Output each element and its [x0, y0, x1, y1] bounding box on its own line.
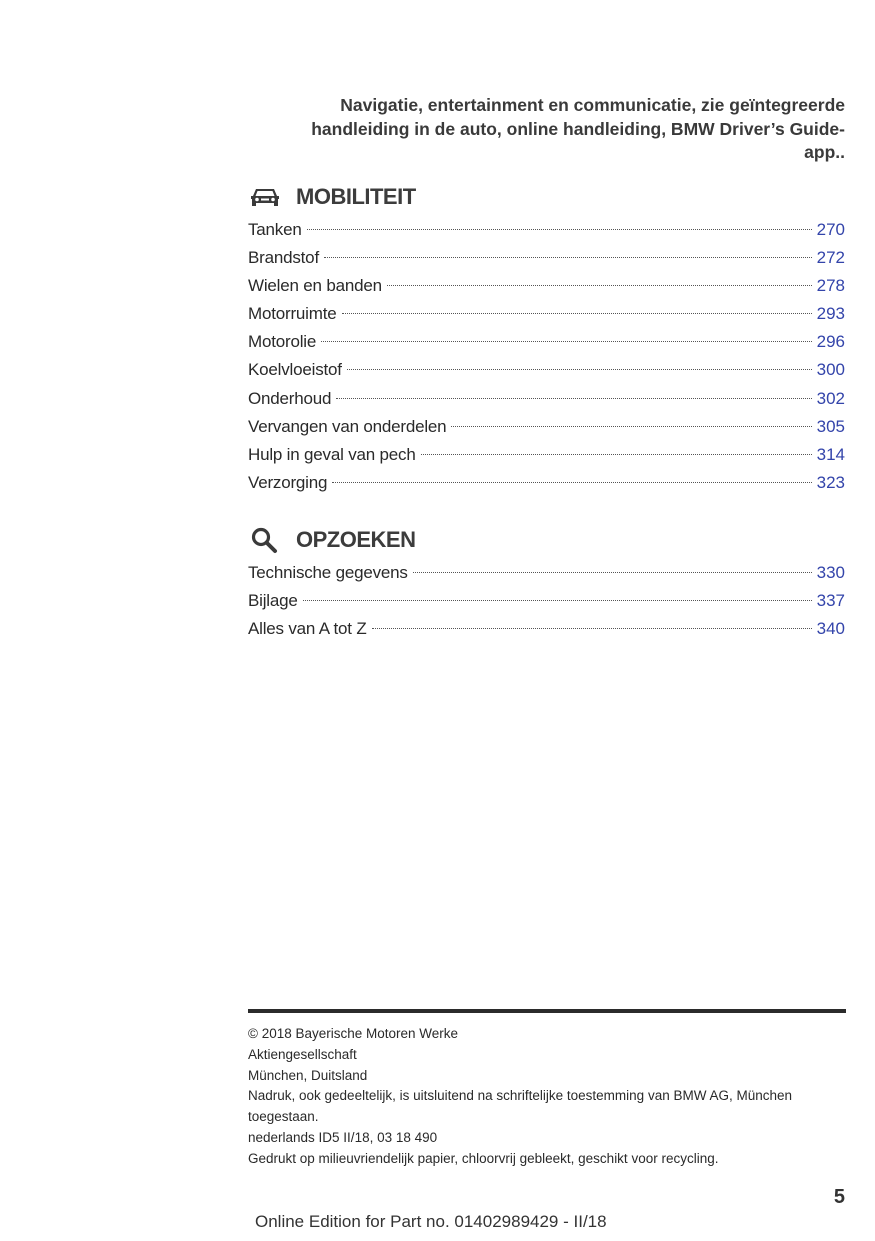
dot-leader — [413, 572, 812, 573]
toc-list-mobiliteit — [248, 216, 845, 497]
toc-page-link[interactable]: 270 — [816, 220, 845, 239]
toc-page-link[interactable]: 330 — [816, 563, 845, 582]
colophon-line: München, Duitsland — [248, 1067, 368, 1083]
dot-leader — [387, 285, 812, 286]
toc-entry-brandstof[interactable] — [248, 244, 845, 272]
colophon-line: Nadruk, ook gedeeltelijk, is uitsluitend na schriftelijke toestemming van BMW AG, München — [248, 1088, 793, 1104]
toc-entry-label: Verzorging — [248, 472, 328, 492]
toc-entry-label: Alles van A tot Z — [248, 619, 367, 639]
dot-leader — [307, 229, 812, 230]
toc-entry-label: Technische gegevens — [248, 563, 408, 582]
intro-note — [248, 94, 845, 165]
toc-entry-koelvloeistof[interactable] — [248, 356, 845, 384]
section-heading-opzoeken — [250, 524, 415, 556]
toc-page-link[interactable]: 296 — [816, 332, 845, 352]
colophon-line: © 2018 Bayerische Motoren Werke — [248, 1026, 459, 1041]
car-icon — [250, 183, 282, 211]
dot-leader — [324, 257, 812, 258]
toc-page-link[interactable]: 337 — [816, 591, 845, 611]
toc-entry-label: Onderhoud — [248, 388, 332, 408]
toc-entry-hulp-in-geval-van-pech[interactable] — [248, 441, 845, 469]
dot-leader — [421, 454, 812, 455]
section-title: MOBILITEIT — [296, 184, 416, 209]
toc-entry-label: Wielen en banden — [248, 276, 382, 296]
footer-edition: Online Edition for Part no. 01402989429 - II/18 — [255, 1212, 607, 1231]
toc-entry-label: Vervangen van onderdelen — [248, 416, 447, 436]
dot-leader — [342, 313, 812, 314]
toc-entry-wielen-en-banden[interactable] — [248, 272, 845, 300]
dot-leader — [336, 398, 811, 399]
toc-entry-label: Motorolie — [248, 332, 317, 352]
toc-page-link[interactable]: 340 — [816, 619, 845, 639]
toc-entry-label: Koelvloeistof — [248, 360, 342, 380]
toc-list-opzoeken — [248, 559, 845, 643]
toc-entry-label: Bijlage — [248, 591, 298, 611]
toc-entry-motorruimte[interactable] — [248, 300, 845, 328]
toc-entry-label: Motorruimte — [248, 304, 337, 324]
intro-line: app.. — [804, 142, 845, 162]
page-number: 5 — [833, 1186, 845, 1208]
dot-leader — [347, 369, 812, 370]
dot-leader — [372, 628, 812, 629]
toc-entry-technische-gegevens[interactable] — [248, 559, 845, 587]
toc-page-link[interactable]: 272 — [816, 248, 845, 268]
toc-entry-label: Brandstof — [248, 248, 319, 268]
toc-entry-vervangen-van-onderdelen[interactable] — [248, 413, 845, 441]
toc-entry-alles-van-a-tot-z[interactable] — [248, 615, 845, 643]
toc-page-link[interactable]: 293 — [816, 304, 845, 324]
colophon-line: toegestaan. — [248, 1109, 319, 1125]
intro-line: Navigatie, entertainment en communicatie, zie geïntegreerde — [340, 95, 845, 115]
toc-entry-onderhoud[interactable] — [248, 385, 845, 413]
colophon-line: Gedrukt op milieuvriendelijk papier, chloorvrij gebleekt, geschikt voor recycling. — [248, 1150, 719, 1166]
toc-page-link[interactable]: 302 — [816, 388, 845, 408]
dot-leader — [451, 426, 811, 427]
section-title: OPZOEKEN — [296, 527, 416, 552]
search-icon — [250, 526, 282, 554]
colophon-line: Aktiengesellschaft — [248, 1046, 357, 1062]
toc-entry-verzorging[interactable] — [248, 469, 845, 497]
section-heading-mobiliteit — [250, 181, 416, 213]
toc-entry-tanken[interactable] — [248, 216, 845, 244]
dot-leader — [332, 482, 811, 483]
toc-entry-label: Tanken — [248, 220, 302, 239]
intro-line: handleiding in de auto, online handleiding, BMW Driver’s Guide- — [311, 118, 845, 139]
divider — [248, 1009, 846, 1013]
colophon — [248, 1024, 845, 1170]
toc-page-link[interactable]: 305 — [816, 416, 845, 436]
toc-page-link[interactable]: 278 — [816, 276, 845, 296]
toc-page-link[interactable]: 314 — [816, 444, 845, 464]
toc-page-link[interactable]: 300 — [816, 360, 845, 380]
dot-leader — [303, 600, 812, 601]
toc-page-link[interactable]: 323 — [816, 472, 845, 492]
toc-entry-label: Hulp in geval van pech — [248, 444, 416, 464]
toc-entry-bijlage[interactable] — [248, 587, 845, 615]
toc-entry-motorolie[interactable] — [248, 328, 845, 356]
colophon-line: nederlands ID5 II/18, 03 18 490 — [248, 1129, 438, 1145]
dot-leader — [321, 341, 812, 342]
